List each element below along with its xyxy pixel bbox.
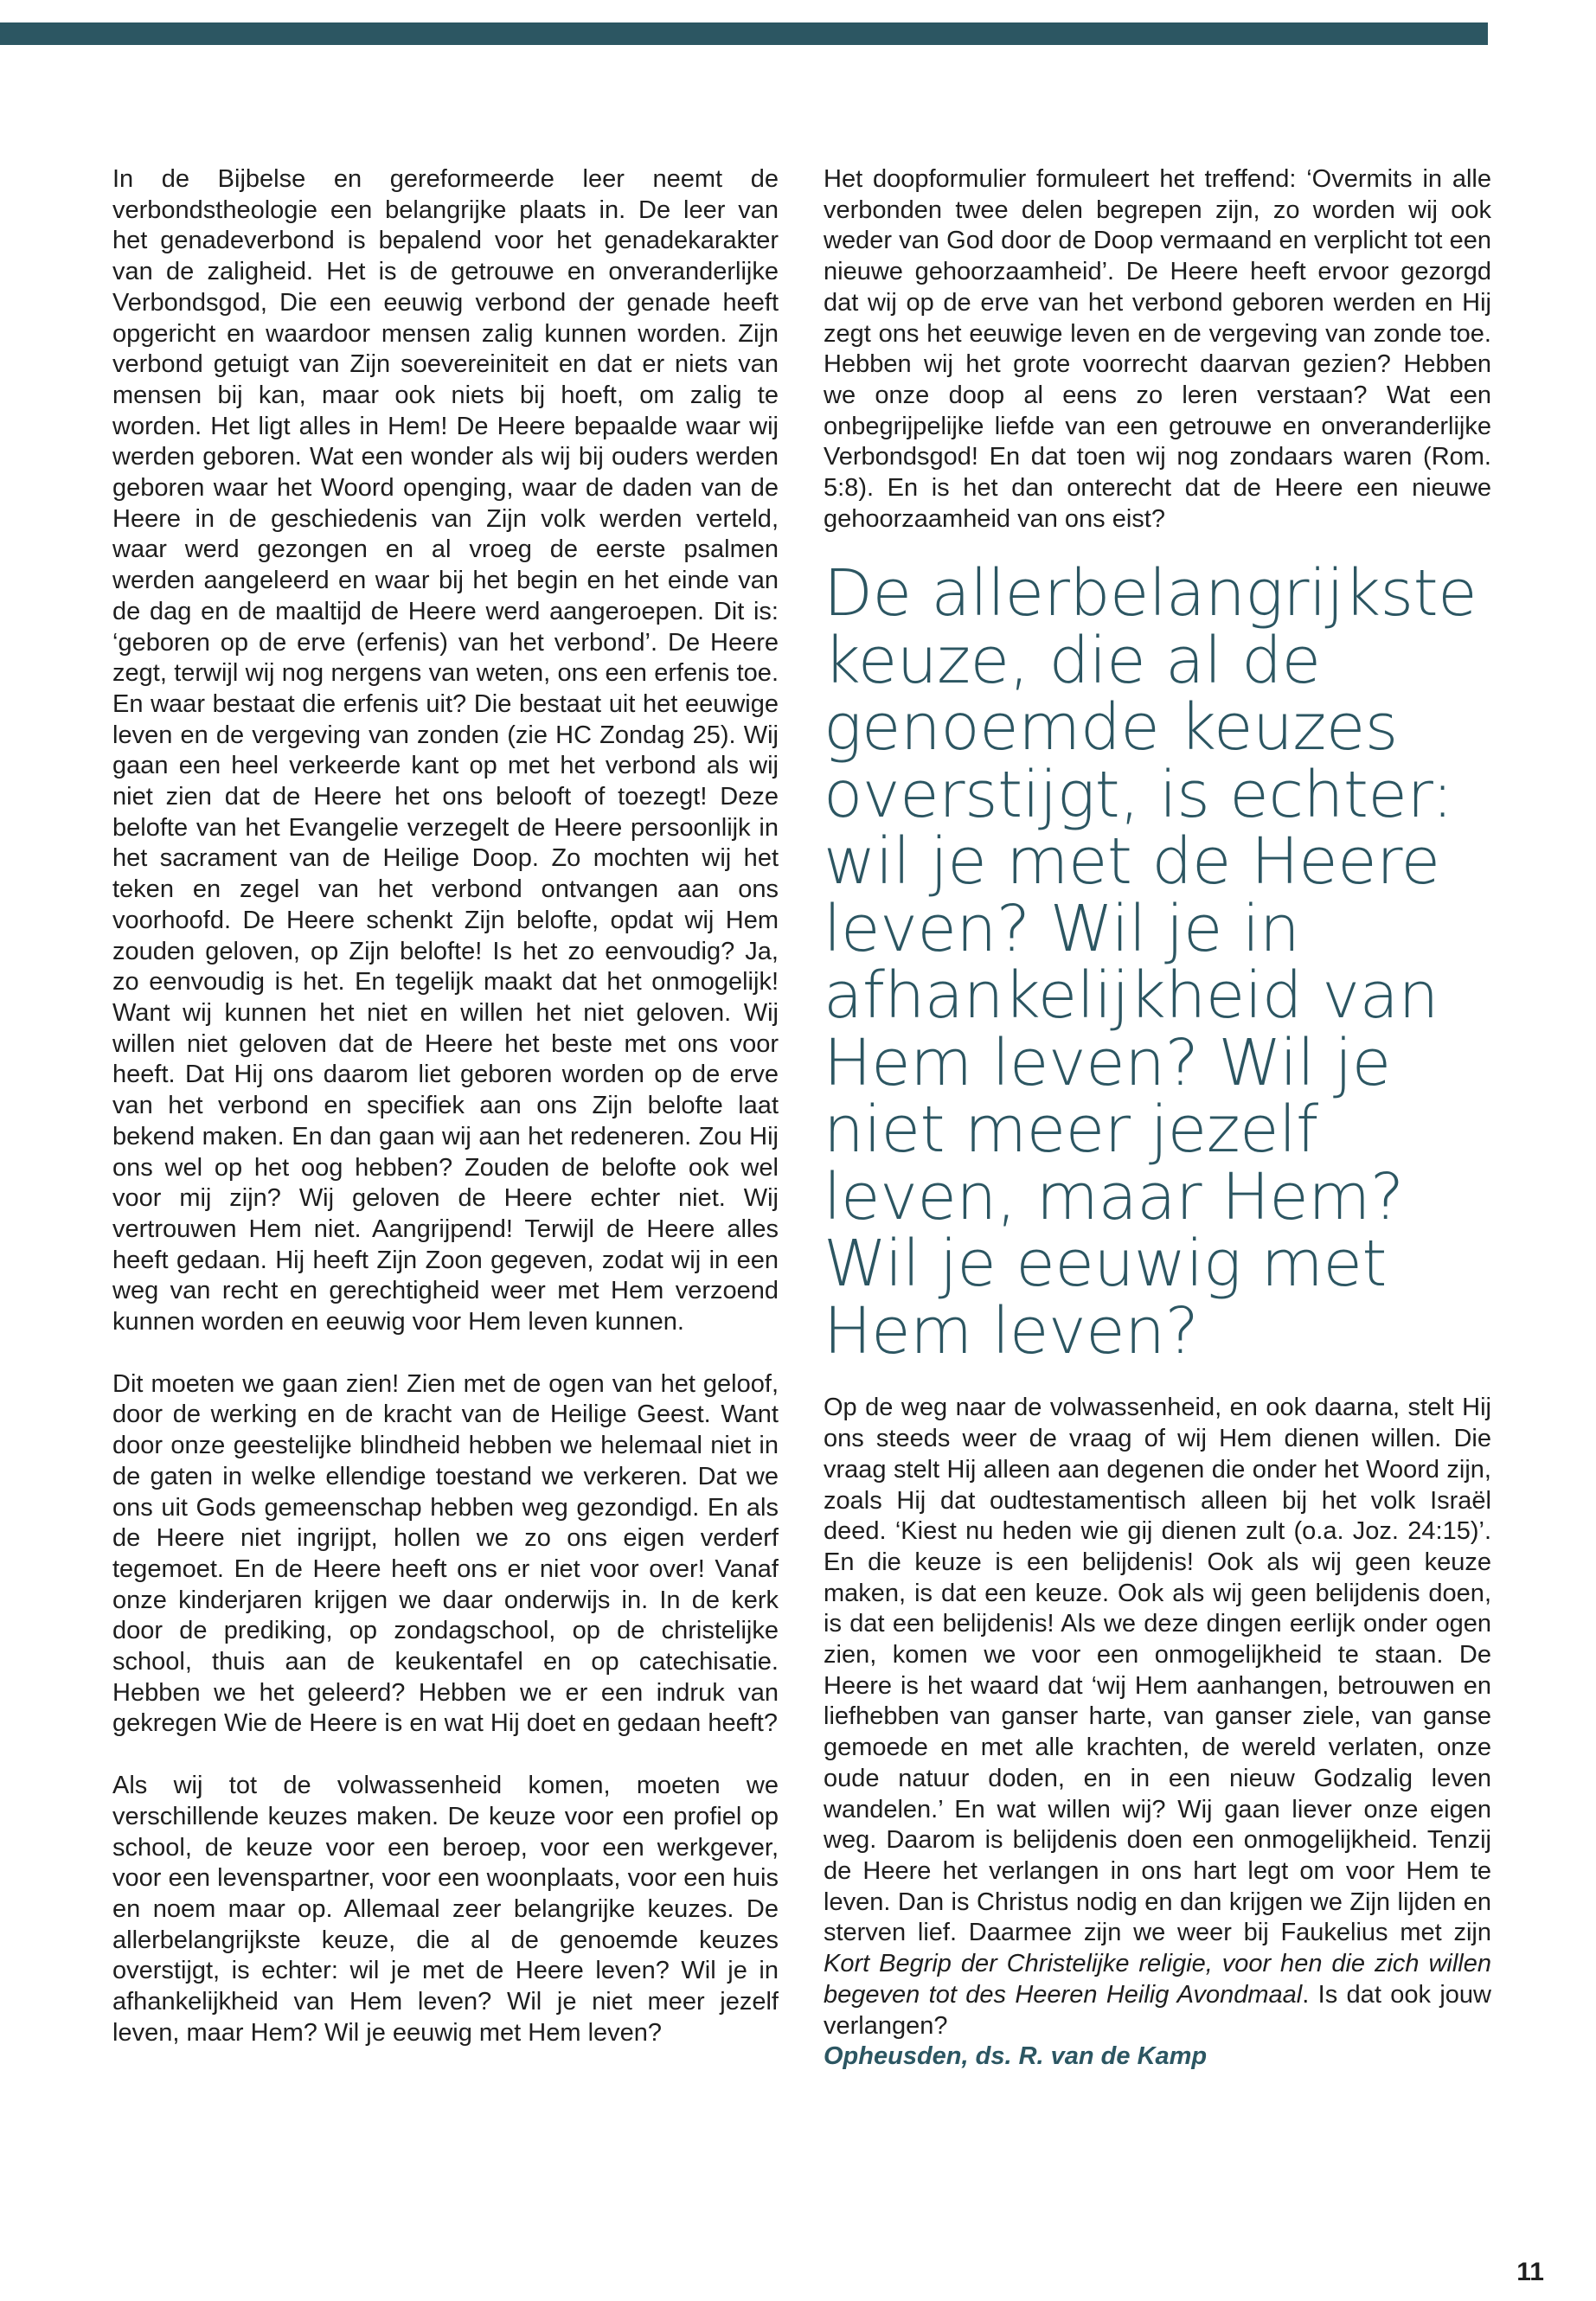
body-text: . Is dat ook jouw verlangen? — [824, 1980, 1491, 2040]
body-paragraph: In de Bijbelse en gereformeerde leer neemt de verbondstheologie een belangrijke plaats in. De leer van het genadeverbond is bepalend voor het genadekarakter van de zaligheid. Het is de getrouwe en onveranderlijke Verbondsgod, Die een eeuwig verbond der genade heeft opgericht en waardoor mensen zalig kunnen worden. Zijn verbond getuigt van Zijn soevereiniteit en dat er niets van mensen bij kan, maar ook niets bij hoeft, om zalig te worden. Het ligt alles in Hem! De Heere bepaalde waar wij werden geboren. Wat een wonder als wij bij ouders werden geboren waar het Woord openging, waar de daden van de Heere in de geschiedenis van Zijn volk werden verteld, waar werd gezongen en al vroeg de eerste psalmen werden aangeleerd en waar bij het begin en het einde van de dag en de maaltijd de Heere werd aangeroepen. Dit is: ‘geboren op de erve (erfenis) van het verbond’. De Heere zegt, terwijl wij nog nergens van weten, ons een erfenis toe. En waar bestaat die erfenis uit? Die bestaat uit het eeuwige leven en de vergeving van zonden (zie HC Zondag 25). Wij gaan een heel verkeerde kant op met het verbond als wij niet zien dat de Heere het ons belooft of toezegt! Deze belofte van het Evangelie verzegelt de Heere persoonlijk in het sacrament van de Heilige Doop. Zo mochten wij het teken en zegel van het verbond ontvangen aan ons voorhoofd. De Heere schenkt Zijn belofte, opdat wij Hem zouden geloven, op Zijn belofte! Is het zo eenvoudig? Ja, zo eenvoudig is het. En tegelijk maakt dat het onmogelijk! Want wij kunnen het niet en willen het niet geloven. Wij willen niet geloven dat de Heere het beste met ons voor heeft. Dat Hij ons daarom liet geboren worden op de erve van het verbond en specifiek aan ons Zijn belofte laat bekend maken. En dan gaan wij aan het redeneren. Zou Hij ons wel op het oog hebben? Zouden de belofte ook wel voor mij zijn? Wij geloven de Heere echter niet. Wij vertrouwen Hem niet. Aangrijpend! Terwijl de Heere alles heeft gedaan. Hij heeft Zijn Zoon gegeven, zodat wij in een weg van recht en gerechtigheid weer met Hem verzoend kunnen worden en eeuwig voor Hem leven kunnen. — [112, 165, 779, 1336]
body-text: Op de weg naar de volwassenheid, en ook daarna, stelt Hij ons steeds weer de vraag of wij Hem dienen willen. Die vraag stelt Hij alleen aan degenen die onder het Woord zijn, zoals Hij dat oudtestamentisch alleen bij het volk Israël deed. ‘Kiest nu heden wie gij dienen zult (o.a. Joz. 24:15)’. En die keuze is een belijdenis! Ook als wij geen keuze maken, is dat een keuze. Ook als wij geen belijdenis doen, is dat een belijdenis! Als we deze dingen eerlijk onder ogen zien, komen we voor een onmogelijkheid te staan. De Heere is het waard dat ‘wij Hem aanhangen, betrouwen en liefhebben van ganser harte, van ganser ziele, van ganse gemoede en met alle krachten, de wereld verlaten, onze oude natuur doden, en in een nieuw Godzalig leven wandelen.’ En wat willen wij? Wij gaan liever onze eigen weg. Daarom is belijdenis doen een onmogelijkheid. Tenzij de Heere het verlangen in ons hart legt om voor Hem te leven. Dan is Christus nodig en dan krijgen we Zijn lijden en sterven lief. Daarmee zijn we weer bij Faukelius met zijn — [824, 1394, 1491, 1947]
body-paragraph — [824, 1393, 1491, 2041]
body-paragraph: Dit moeten we gaan zien! Zien met de ogen van het geloof, door de werking en de kracht van de Heilige Geest. Want door onze geestelijke blindheid hebben we helemaal niet in de gaten in welke ellendige toestand we verkeren. Dat we ons uit Gods gemeenschap hebben weg gezondigd. En als de Heere niet ingrijpt, hollen we zo ons eigen verderf tegemoet. En de Heere heeft ons er niet voor over! Vanaf onze kinderjaren krijgen we daar onderwijs in. In de kerk door de prediking, op zondagschool, op de christelijke school, thuis aan de keukentafel en op catechisatie. Hebben we het geleerd? Hebben we er een indruk van gekregen Wie de Heere is en wat Hij doet en gedaan heeft? — [112, 1369, 779, 1738]
book-title: Kort Begrip der Christelijke religie, voor hen die zich willen begeven tot des Heeren Heilig Avondmaal — [824, 1950, 1491, 2009]
page-number: 11 — [1516, 2258, 1544, 2286]
pull-quote: De allerbelangrijkste keuze, die al de genoemde keuzes overstijgt, is echter: wil je met de Heere leven? Wil je in afhankelijkheid van Hem leven? Wil je niet meer jezelf leven, maar Hem? Wil je eeuwig met Hem leven? — [824, 556, 1477, 1368]
author-byline: Opheusden, ds. R. van de Kamp — [824, 2042, 1208, 2071]
body-paragraph: Het doopformulier formuleert het treffend: ‘Overmits in alle verbonden twee delen begrepen zijn, zo worden wij ook weder van God door de Doop vermaand en verplicht tot een nieuwe gehoorzaamheid’. De Heere heeft ervoor gezorgd dat wij op de erve van het verbond geboren werden en Hij zegt ons het eeuwige leven en de vergeving van zonde toe. Hebben wij het grote voorrecht daarvan gezien? Hebben we onze doop al eens zo leren verstaan? Wat een onbegrijpelijke liefde van een getrouwe en onveranderlijke Verbondsgod! En dat toen wij nog zondaars waren (Rom. 5:8). En is het dan onterecht dat de Heere een nieuwe gehoorzaamheid van ons eist? — [824, 165, 1491, 533]
header-bar — [0, 22, 1488, 45]
left-column — [112, 164, 779, 2048]
body-paragraph: Als wij tot de volwassenheid komen, moeten we verschillende keuzes maken. De keuze voor een profiel op school, de keuze voor een beroep, voor een werkgever, voor een levenspartner, voor een woonplaats, voor een huis en noem maar op. Allemaal zeer belangrijke keuzes. De allerbelangrijkste keuze, die al de genoemde keuzes overstijgt, is echter: wil je met de Heere leven? Wil je in afhankelijkheid van Hem leven? Wil je niet meer jezelf leven, maar Hem? Wil je eeuwig met Hem leven? — [112, 1772, 779, 2047]
right-column — [824, 164, 1491, 2073]
